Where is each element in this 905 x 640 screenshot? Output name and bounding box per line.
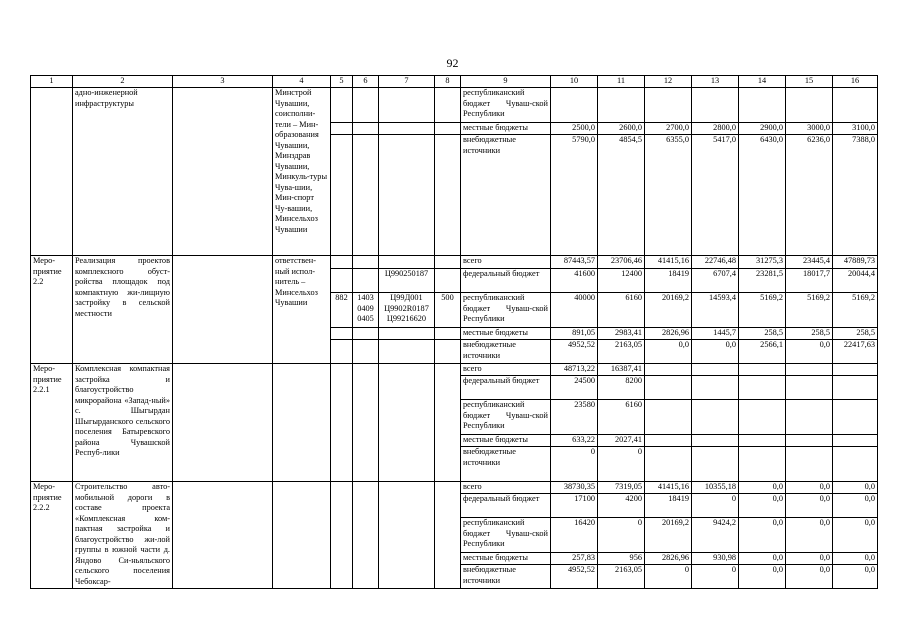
table-cell <box>331 328 353 340</box>
value-cell: 6430,0 <box>739 135 786 256</box>
value-cell: 22417,63 <box>833 340 878 364</box>
value-cell: 8200 <box>598 376 645 400</box>
value-cell <box>786 435 833 447</box>
value-cell <box>833 435 878 447</box>
value-cell: 14593,4 <box>692 293 739 328</box>
value-cell: 258,5 <box>739 328 786 340</box>
value-cell: 0,0 <box>739 565 786 589</box>
value-cell <box>645 364 692 376</box>
table-cell <box>435 482 461 589</box>
funding-source-cell: внебюджетные источники <box>461 565 551 589</box>
value-cell: 2800,0 <box>692 123 739 135</box>
column-number: 4 <box>273 76 331 88</box>
value-cell: 0 <box>692 565 739 589</box>
value-cell <box>833 88 878 123</box>
section-code: 1403 <box>357 293 374 302</box>
funding-source-cell: местные бюджеты <box>461 435 551 447</box>
value-cell <box>692 400 739 435</box>
col3-cell <box>173 88 273 256</box>
funding-source-cell: местные бюджеты <box>461 328 551 340</box>
value-cell <box>739 364 786 376</box>
column-number: 11 <box>598 76 645 88</box>
table-cell <box>353 88 379 123</box>
value-cell: 0 <box>598 447 645 482</box>
column-number: 9 <box>461 76 551 88</box>
value-cell: 48713,22 <box>551 364 598 376</box>
table-cell <box>331 364 353 482</box>
section-code: 0409 <box>357 303 374 313</box>
table-cell <box>435 364 461 482</box>
value-cell: 0,0 <box>692 340 739 364</box>
funding-source-cell: местные бюджеты <box>461 123 551 135</box>
table-cell <box>435 328 461 340</box>
value-cell: 1445,7 <box>692 328 739 340</box>
value-cell: 6707,4 <box>692 269 739 293</box>
table-cell <box>379 135 435 256</box>
column-number: 7 <box>379 76 435 88</box>
value-cell: 17100 <box>551 494 598 518</box>
value-cell: 22746,48 <box>692 256 739 269</box>
value-cell <box>645 88 692 123</box>
table-cell <box>379 88 435 123</box>
value-cell: 38730,35 <box>551 482 598 494</box>
funding-source-cell: республиканский бюджет Чуваш-ской Республики <box>461 400 551 435</box>
value-cell <box>598 88 645 123</box>
table-cell <box>435 135 461 256</box>
value-cell: 7319,05 <box>598 482 645 494</box>
value-cell: 0,0 <box>739 553 786 565</box>
value-cell <box>645 400 692 435</box>
table-cell <box>353 482 379 589</box>
value-cell: 23281,5 <box>739 269 786 293</box>
table-cell <box>353 328 379 340</box>
value-cell <box>645 376 692 400</box>
column-number: 14 <box>739 76 786 88</box>
value-cell: 23580 <box>551 400 598 435</box>
value-cell: 47889,73 <box>833 256 878 269</box>
value-cell: 0,0 <box>786 553 833 565</box>
column-number: 16 <box>833 76 878 88</box>
funding-source-cell: федеральный бюджет <box>461 494 551 518</box>
table-cell <box>331 88 353 123</box>
column-number: 3 <box>173 76 273 88</box>
column-number: 12 <box>645 76 692 88</box>
table-cell <box>435 123 461 135</box>
funding-source-cell: всего <box>461 256 551 269</box>
value-cell: 0,0 <box>833 494 878 518</box>
value-cell: 16387,41 <box>598 364 645 376</box>
col3-cell <box>173 482 273 589</box>
table-cell <box>379 328 435 340</box>
funding-source-cell: внебюджетные источники <box>461 447 551 482</box>
value-cell: 0,0 <box>786 518 833 553</box>
value-cell <box>833 447 878 482</box>
value-cell: 18419 <box>645 494 692 518</box>
table-cell <box>331 135 353 256</box>
funding-source-cell: всего <box>461 364 551 376</box>
expense-type-cell: 500 <box>435 293 461 328</box>
table-cell <box>435 340 461 364</box>
value-cell: 956 <box>598 553 645 565</box>
target-code-cell <box>379 293 435 328</box>
table-cell <box>353 340 379 364</box>
value-cell <box>692 88 739 123</box>
column-number: 15 <box>786 76 833 88</box>
table-cell <box>353 269 379 293</box>
value-cell: 0,0 <box>739 494 786 518</box>
value-cell: 23445,4 <box>786 256 833 269</box>
value-cell: 18017,7 <box>786 269 833 293</box>
value-cell: 40000 <box>551 293 598 328</box>
value-cell: 633,22 <box>551 435 598 447</box>
table-row <box>31 256 878 269</box>
value-cell: 0,0 <box>739 518 786 553</box>
table-row <box>31 364 878 376</box>
value-cell: 41600 <box>551 269 598 293</box>
value-cell: 2983,41 <box>598 328 645 340</box>
table-cell <box>331 340 353 364</box>
funding-source-cell: федеральный бюджет <box>461 269 551 293</box>
column-number: 5 <box>331 76 353 88</box>
column-number: 13 <box>692 76 739 88</box>
table-cell <box>379 256 435 269</box>
funding-source-cell: республиканский бюджет Чуваш-ской Республики <box>461 88 551 123</box>
target-code: Ц9902R0187 <box>384 303 429 313</box>
value-cell <box>739 88 786 123</box>
value-cell: 5169,2 <box>786 293 833 328</box>
event-id-cell: Меро-приятие 2.2.1 <box>31 364 73 482</box>
value-cell: 2600,0 <box>598 123 645 135</box>
value-cell: 9424,2 <box>692 518 739 553</box>
event-id-cell: Меро-приятие 2.2 <box>31 256 73 364</box>
value-cell: 0,0 <box>786 340 833 364</box>
value-cell: 41415,16 <box>645 482 692 494</box>
table-cell <box>379 123 435 135</box>
target-code-cell: Ц990250187 <box>379 269 435 293</box>
value-cell: 6160 <box>598 400 645 435</box>
value-cell: 2163,05 <box>598 565 645 589</box>
executor-cell <box>273 364 331 482</box>
value-cell <box>645 435 692 447</box>
funding-source-cell: федеральный бюджет <box>461 376 551 400</box>
value-cell <box>786 400 833 435</box>
value-cell: 18419 <box>645 269 692 293</box>
value-cell: 87443,57 <box>551 256 598 269</box>
section-code-cell <box>353 293 379 328</box>
value-cell <box>551 88 598 123</box>
funding-table <box>30 75 878 589</box>
funding-source-cell: республиканский бюджет Чуваш-ской Республики <box>461 518 551 553</box>
value-cell: 41415,16 <box>645 256 692 269</box>
value-cell: 4854,5 <box>598 135 645 256</box>
column-number: 1 <box>31 76 73 88</box>
value-cell: 6236,0 <box>786 135 833 256</box>
value-cell <box>739 400 786 435</box>
funding-source-cell: внебюджетные источники <box>461 135 551 256</box>
table-row <box>31 482 878 494</box>
table-cell <box>379 482 435 589</box>
funding-source-cell: внебюджетные источники <box>461 340 551 364</box>
value-cell: 0,0 <box>739 482 786 494</box>
value-cell: 0 <box>692 494 739 518</box>
table-cell <box>331 269 353 293</box>
value-cell: 0,0 <box>833 518 878 553</box>
value-cell <box>692 447 739 482</box>
value-cell <box>645 447 692 482</box>
col3-cell <box>173 256 273 364</box>
event-name-cell: адно-инженерной инфраструктуры <box>73 88 173 256</box>
value-cell: 4200 <box>598 494 645 518</box>
value-cell: 2163,05 <box>598 340 645 364</box>
value-cell: 2826,96 <box>645 328 692 340</box>
value-cell: 0 <box>598 518 645 553</box>
event-name-cell: Реализация проектов комплексного обуст-ройства площадок под компактную жи-лищную застройку в сельской местности <box>73 256 173 364</box>
value-cell <box>833 400 878 435</box>
target-code: Ц99Д001 <box>390 293 423 302</box>
event-name-cell: Комплексная компактная застройка и благоустройство микрорайона «Запад-ный» с. Шыгырдан Шыгырданского сельского поселения Батыревского района Чувашской Респуб-лики <box>73 364 173 482</box>
value-cell: 2700,0 <box>645 123 692 135</box>
value-cell: 2500,0 <box>551 123 598 135</box>
table-cell <box>331 482 353 589</box>
table-cell <box>435 88 461 123</box>
value-cell: 0 <box>551 447 598 482</box>
value-cell <box>692 364 739 376</box>
value-cell: 257,83 <box>551 553 598 565</box>
col3-cell <box>173 364 273 482</box>
value-cell <box>786 88 833 123</box>
table-row <box>31 88 878 123</box>
value-cell: 20169,2 <box>645 518 692 553</box>
value-cell <box>833 364 878 376</box>
table-cell <box>435 256 461 269</box>
value-cell: 0,0 <box>833 553 878 565</box>
value-cell: 2027,41 <box>598 435 645 447</box>
value-cell: 2826,96 <box>645 553 692 565</box>
table-cell <box>331 256 353 269</box>
value-cell: 0,0 <box>786 494 833 518</box>
code-cell: 882 <box>331 293 353 328</box>
value-cell <box>786 447 833 482</box>
value-cell: 0,0 <box>786 482 833 494</box>
funding-source-cell: республиканский бюджет Чуваш-ской Республики <box>461 293 551 328</box>
column-number: 2 <box>73 76 173 88</box>
value-cell <box>739 376 786 400</box>
value-cell: 0,0 <box>833 565 878 589</box>
table-cell <box>353 256 379 269</box>
executor-cell: Минстрой Чувашии, соисполни-тели – Мин-образования Чувашии, Минздрав Чувашии, Минкуль-туры Чува-шии, Мин-спорт Чу-вашии, Минсельхоз Чувашии <box>273 88 331 256</box>
value-cell: 4952,52 <box>551 340 598 364</box>
table-cell <box>379 364 435 482</box>
column-number: 10 <box>551 76 598 88</box>
value-cell: 20169,2 <box>645 293 692 328</box>
executor-cell <box>273 482 331 589</box>
table-cell <box>353 364 379 482</box>
table-cell <box>331 123 353 135</box>
value-cell: 258,5 <box>786 328 833 340</box>
value-cell: 6160 <box>598 293 645 328</box>
value-cell <box>833 376 878 400</box>
value-cell: 20044,4 <box>833 269 878 293</box>
page-number: 92 <box>446 56 459 70</box>
value-cell: 2566,1 <box>739 340 786 364</box>
event-name-cell: Строительство авто-мобильной дороги в составе проекта «Комплексная ком-пактная застройка и благоустройство жи-лой группы в южной части д. Яндово Си-ньяльского сельского поселения Чебоксар- <box>73 482 173 589</box>
section-code: 0405 <box>357 314 374 323</box>
value-cell: 31275,3 <box>739 256 786 269</box>
funding-source-cell: всего <box>461 482 551 494</box>
value-cell: 4952,52 <box>551 565 598 589</box>
target-code: Ц99216620 <box>386 314 427 323</box>
value-cell: 5169,2 <box>833 293 878 328</box>
value-cell: 891,05 <box>551 328 598 340</box>
value-cell: 6355,0 <box>645 135 692 256</box>
value-cell <box>739 447 786 482</box>
value-cell: 3000,0 <box>786 123 833 135</box>
value-cell <box>692 435 739 447</box>
value-cell: 5790,0 <box>551 135 598 256</box>
value-cell: 7388,0 <box>833 135 878 256</box>
value-cell: 0,0 <box>786 565 833 589</box>
executor-cell: ответствен-ный испол-нитель – Минсельхоз Чувашии <box>273 256 331 364</box>
column-number: 6 <box>353 76 379 88</box>
value-cell <box>692 376 739 400</box>
value-cell: 930,98 <box>692 553 739 565</box>
value-cell: 0,0 <box>645 340 692 364</box>
value-cell: 3100,0 <box>833 123 878 135</box>
table-cell <box>435 269 461 293</box>
value-cell: 5169,2 <box>739 293 786 328</box>
column-number: 8 <box>435 76 461 88</box>
value-cell: 2900,0 <box>739 123 786 135</box>
funding-source-cell: местные бюджеты <box>461 553 551 565</box>
value-cell: 16420 <box>551 518 598 553</box>
value-cell: 12400 <box>598 269 645 293</box>
table-cell <box>353 135 379 256</box>
event-id-cell <box>31 88 73 256</box>
value-cell: 24500 <box>551 376 598 400</box>
value-cell <box>786 376 833 400</box>
value-cell: 0,0 <box>833 482 878 494</box>
header-row <box>31 76 878 88</box>
value-cell <box>786 364 833 376</box>
value-cell: 5417,0 <box>692 135 739 256</box>
value-cell: 0 <box>645 565 692 589</box>
table-cell <box>379 340 435 364</box>
value-cell: 23706,46 <box>598 256 645 269</box>
value-cell: 258,5 <box>833 328 878 340</box>
event-id-cell: Меро-приятие 2.2.2 <box>31 482 73 589</box>
value-cell: 10355,18 <box>692 482 739 494</box>
value-cell <box>739 435 786 447</box>
table-cell <box>353 123 379 135</box>
